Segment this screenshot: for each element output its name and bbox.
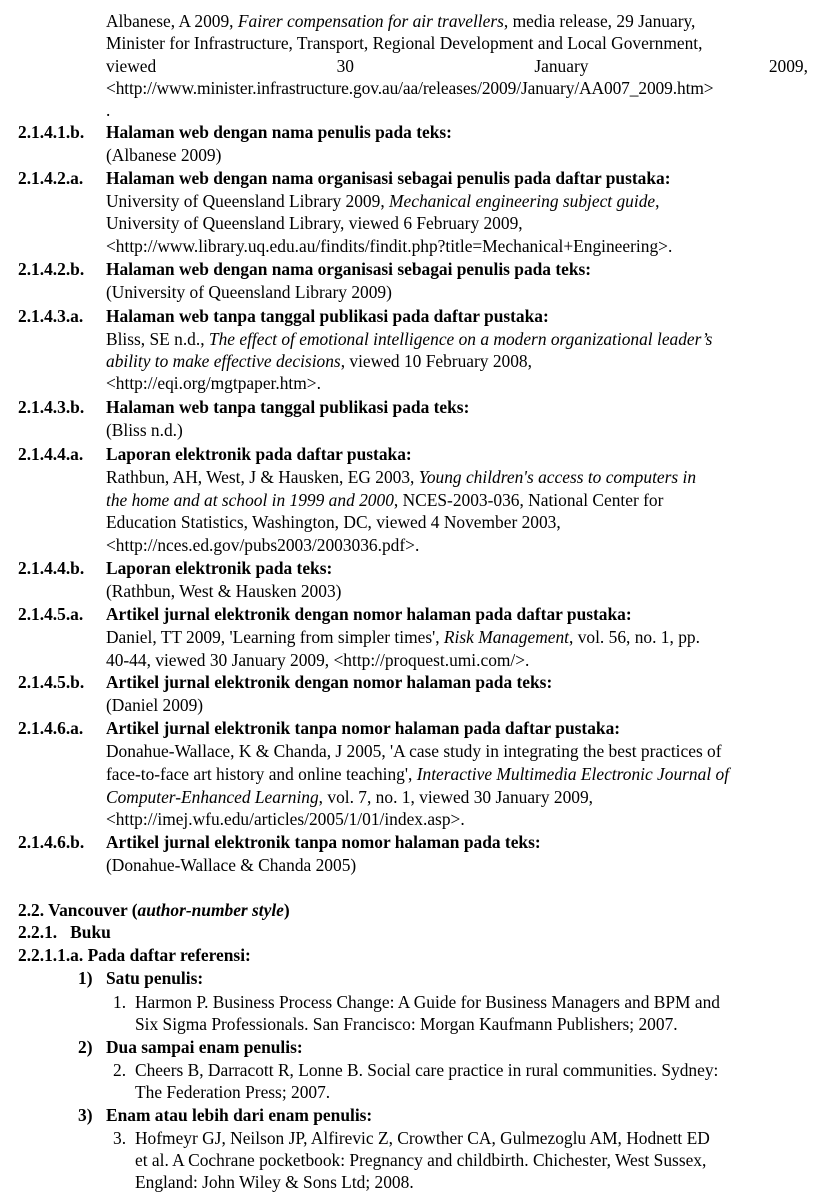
ref-text: Bliss, SE n.d., — [106, 329, 209, 349]
section-title-a: 2.2. Vancouver ( — [18, 900, 138, 920]
entry-body: (Bliss n.d.) — [106, 420, 183, 440]
entry-heading: Artikel jurnal elektronik dengan nomor halaman pada daftar pustaka: — [106, 604, 632, 624]
ref-line: Hofmeyr GJ, Neilson JP, Alfirevic Z, Crowther CA, Gulmezoglu AM, Hodnett ED — [135, 1128, 710, 1148]
ref-text: , NCES-2003-036, National Center for — [393, 490, 664, 510]
ref-line: Six Sigma Professionals. San Francisco: Morgan Kaufmann Publishers; 2007. — [135, 1014, 678, 1034]
group-label: Dua sampai enam penulis: — [106, 1037, 303, 1057]
entry-heading: Halaman web tanpa tanggal publikasi pada daftar pustaka: — [106, 306, 549, 326]
entry-number: 2.1.4.1.b. — [18, 122, 85, 142]
intro-author: Albanese, A 2009, — [106, 11, 238, 31]
entry-body: (University of Queensland Library 2009) — [106, 282, 392, 302]
entry-body: University of Queensland Library, viewed 6 February 2009, — [106, 213, 523, 233]
ref-line: Harmon P. Business Process Change: A Guide for Business Managers and BPM and — [135, 992, 720, 1012]
entry-body: (Daniel 2009) — [106, 695, 204, 715]
entry-url: <http://nces.ed.gov/pubs2003/2003036.pdf>. — [106, 535, 420, 555]
ref-text: face-to-face art history and online teaching', — [106, 764, 417, 784]
intro-year: 2009, — [768, 56, 808, 76]
entry-heading: Halaman web tanpa tanggal publikasi pada teks: — [106, 397, 470, 417]
group-label: Satu penulis: — [106, 968, 204, 988]
entry-body: (Albanese 2009) — [106, 145, 222, 165]
entry-heading: Artikel jurnal elektronik tanpa nomor halaman pada teks: — [106, 832, 541, 852]
entry-url: <http://imej.wfu.edu/articles/2005/1/01/index.asp>. — [106, 809, 465, 829]
entry-number: 2.1.4.3.b. — [18, 397, 85, 417]
intro-day: 30 — [336, 56, 354, 76]
intro-tail: , media release, 29 January, — [503, 11, 696, 31]
entry-number: 2.1.4.2.a. — [18, 168, 84, 188]
entry-body — [106, 626, 700, 648]
intro-line-2: Minister for Infrastructure, Transport, Regional Development and Local Government, — [106, 33, 703, 53]
intro-period: . — [106, 100, 111, 120]
section-title-c: ) — [283, 900, 290, 920]
entry-body — [106, 786, 593, 808]
group-marker: 1) — [78, 968, 93, 988]
entry-heading: Artikel jurnal elektronik tanpa nomor halaman pada daftar pustaka: — [106, 718, 621, 738]
ref-text: , — [655, 191, 660, 211]
entry-body: Education Statistics, Washington, DC, viewed 4 November 2003, — [106, 512, 561, 532]
ref-line: Cheers B, Darracott R, Lonne B. Social care practice in rural communities. Sydney: — [135, 1060, 719, 1080]
ref-journal: Interactive Multimedia Electronic Journal of — [416, 764, 730, 784]
ref-text: Rathbun, AH, West, J & Hausken, EG 2003, — [106, 467, 419, 487]
ref-number: 1. — [113, 992, 127, 1012]
ref-line: et al. A Cochrane pocketbook: Pregnancy and childbirth. Chichester, West Sussex, — [135, 1150, 707, 1170]
group-label: Enam atau lebih dari enam penulis: — [106, 1105, 373, 1125]
ref-number: 2. — [113, 1060, 127, 1080]
entry-heading: Artikel jurnal elektronik dengan nomor halaman pada teks: — [106, 672, 553, 692]
subsection-title: 2.2.1. Buku — [18, 922, 111, 942]
intro-line-3 — [106, 55, 808, 77]
entry-body: 40-44, viewed 30 January 2009, <http://proquest.umi.com/>. — [106, 650, 530, 670]
ref-text: University of Queensland Library 2009, — [106, 191, 390, 211]
entry-body — [106, 350, 532, 372]
section-title-style: author-number style — [137, 900, 284, 920]
ref-title: Mechanical engineering subject guide — [389, 191, 656, 211]
entry-number: 2.1.4.2.b. — [18, 259, 85, 279]
subsubsection-title: 2.2.1.1.a. Pada daftar referensi: — [18, 945, 251, 965]
ref-text: , vol. 7, no. 1, viewed 30 January 2009, — [318, 787, 594, 807]
entry-heading: Halaman web dengan nama organisasi sebagai penulis pada daftar pustaka: — [106, 168, 671, 188]
ref-text: , viewed 10 February 2008, — [340, 351, 532, 371]
intro-viewed: viewed — [106, 56, 157, 76]
entry-url: <http://eqi.org/mgtpaper.htm>. — [106, 373, 321, 393]
group-marker: 2) — [78, 1037, 93, 1057]
intro-line-1 — [106, 10, 695, 32]
entry-number: 2.1.4.4.a. — [18, 444, 84, 464]
entry-heading: Laporan elektronik pada teks: — [106, 558, 333, 578]
entry-url: <http://www.library.uq.edu.au/findits/findit.php?title=Mechanical+Engineering>. — [106, 236, 673, 256]
ref-line: England: John Wiley & Sons Ltd; 2008. — [135, 1172, 414, 1192]
entry-body — [106, 328, 712, 350]
entry-number: 2.1.4.4.b. — [18, 558, 85, 578]
entry-heading: Laporan elektronik pada daftar pustaka: — [106, 444, 412, 464]
intro-url: <http://www.minister.infrastructure.gov.au/aa/releases/2009/January/AA007_2009.htm> — [106, 78, 714, 98]
entry-body: Donahue-Wallace, K & Chanda, J 2005, 'A case study in integrating the best practices of — [106, 741, 722, 761]
ref-journal: Computer-Enhanced Learning — [106, 787, 319, 807]
entry-number: 2.1.4.6.b. — [18, 832, 85, 852]
ref-journal: Risk Management — [443, 627, 570, 647]
entry-number: 2.1.4.3.a. — [18, 306, 84, 326]
entry-heading: Halaman web dengan nama organisasi sebagai penulis pada teks: — [106, 259, 592, 279]
ref-line: The Federation Press; 2007. — [135, 1082, 331, 1102]
intro-month: January — [534, 56, 589, 76]
entry-body: (Donahue-Wallace & Chanda 2005) — [106, 855, 357, 875]
section-title — [18, 899, 290, 921]
ref-text: Daniel, TT 2009, 'Learning from simpler times', — [106, 627, 444, 647]
ref-title: the home and at school in 1999 and 2000 — [106, 490, 394, 510]
entry-body — [106, 489, 663, 511]
entry-number: 2.1.4.6.a. — [18, 718, 84, 738]
entry-number: 2.1.4.5.b. — [18, 672, 85, 692]
entry-body — [106, 190, 659, 212]
entry-heading: Halaman web dengan nama penulis pada teks: — [106, 122, 452, 142]
ref-title: The effect of emotional intelligence on a modern organizational leader’s — [208, 329, 713, 349]
ref-title: ability to make effective decisions — [106, 351, 341, 371]
intro-title: Fairer compensation for air travellers — [237, 11, 504, 31]
entry-body — [106, 763, 729, 785]
ref-title: Young children's access to computers in — [418, 467, 697, 487]
entry-body: (Rathbun, West & Hausken 2003) — [106, 581, 342, 601]
entry-body — [106, 466, 696, 488]
group-marker: 3) — [78, 1105, 93, 1125]
ref-number: 3. — [113, 1128, 127, 1148]
entry-number: 2.1.4.5.a. — [18, 604, 84, 624]
ref-text: , vol. 56, no. 1, pp. — [569, 627, 700, 647]
